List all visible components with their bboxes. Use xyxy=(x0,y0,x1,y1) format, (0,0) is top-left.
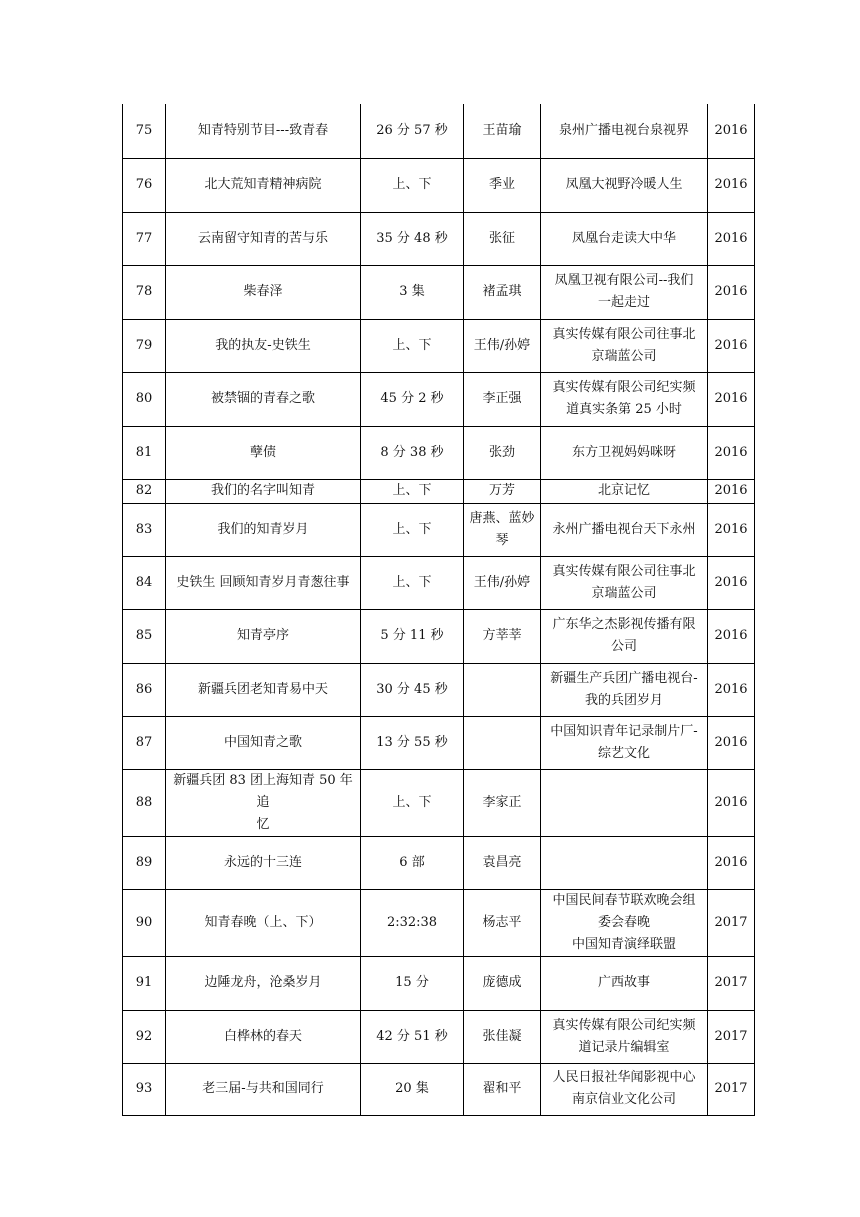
program-year: 2016 xyxy=(708,319,755,372)
row-number: 76 xyxy=(123,158,166,212)
program-producer: 东方卫视妈妈咪呀 xyxy=(541,426,708,479)
film-list-table xyxy=(122,104,755,1116)
row-number: 93 xyxy=(123,1063,166,1115)
program-director: 庞德成 xyxy=(464,956,541,1010)
table-row xyxy=(123,426,755,479)
program-producer: 真实传媒有限公司纪实频 道记录片编辑室 xyxy=(541,1010,708,1063)
table-row xyxy=(123,889,755,956)
row-number: 80 xyxy=(123,372,166,426)
table-row xyxy=(123,556,755,609)
row-number: 92 xyxy=(123,1010,166,1063)
program-title: 我们的名字叫知青 xyxy=(166,479,361,503)
program-year: 2016 xyxy=(708,479,755,503)
program-year: 2016 xyxy=(708,609,755,663)
program-director: 王伟/孙婷 xyxy=(464,556,541,609)
program-title: 白桦林的春天 xyxy=(166,1010,361,1063)
table-row xyxy=(123,769,755,836)
table-body xyxy=(123,104,755,1115)
program-year: 2016 xyxy=(708,212,755,265)
program-title: 老三届-与共和国同行 xyxy=(166,1063,361,1115)
program-director xyxy=(464,716,541,769)
program-title: 新疆兵团老知青易中天 xyxy=(166,663,361,716)
program-producer: 真实传媒有限公司往事北 京瑞蓝公司 xyxy=(541,556,708,609)
program-duration: 45 分 2 秒 xyxy=(361,372,464,426)
program-duration: 8 分 38 秒 xyxy=(361,426,464,479)
program-year: 2017 xyxy=(708,1063,755,1115)
program-producer: 真实传媒有限公司纪实频 道真实条第 25 小时 xyxy=(541,372,708,426)
row-number: 83 xyxy=(123,503,166,556)
program-title: 被禁锢的青春之歌 xyxy=(166,372,361,426)
program-year: 2016 xyxy=(708,158,755,212)
table-row xyxy=(123,265,755,319)
program-producer: 中国民间春节联欢晚会组 委会春晚 中国知青演绎联盟 xyxy=(541,889,708,956)
program-duration: 35 分 48 秒 xyxy=(361,212,464,265)
table-row xyxy=(123,956,755,1010)
program-title: 我们的知青岁月 xyxy=(166,503,361,556)
program-director: 袁昌亮 xyxy=(464,836,541,889)
row-number: 86 xyxy=(123,663,166,716)
program-director: 李正强 xyxy=(464,372,541,426)
table-row xyxy=(123,158,755,212)
program-duration: 上、下 xyxy=(361,556,464,609)
program-title: 史铁生 回顾知青岁月青葱往事 xyxy=(166,556,361,609)
program-title: 知青亭序 xyxy=(166,609,361,663)
program-duration: 6 部 xyxy=(361,836,464,889)
table-row xyxy=(123,212,755,265)
program-producer: 真实传媒有限公司往事北 京瑞蓝公司 xyxy=(541,319,708,372)
program-title: 边陲龙舟，沧桑岁月 xyxy=(166,956,361,1010)
program-year: 2016 xyxy=(708,426,755,479)
program-duration: 上、下 xyxy=(361,769,464,836)
program-duration: 2:32:38 xyxy=(361,889,464,956)
program-director: 翟和平 xyxy=(464,1063,541,1115)
table-row xyxy=(123,372,755,426)
row-number: 84 xyxy=(123,556,166,609)
program-duration: 15 分 xyxy=(361,956,464,1010)
table-row xyxy=(123,479,755,503)
program-producer xyxy=(541,836,708,889)
row-number: 88 xyxy=(123,769,166,836)
program-producer: 广西故事 xyxy=(541,956,708,1010)
table-row xyxy=(123,663,755,716)
program-director: 王伟/孙婷 xyxy=(464,319,541,372)
program-title: 北大荒知青精神病院 xyxy=(166,158,361,212)
table-row xyxy=(123,104,755,158)
row-number: 90 xyxy=(123,889,166,956)
program-producer: 凤凰卫视有限公司--我们 一起走过 xyxy=(541,265,708,319)
row-number: 89 xyxy=(123,836,166,889)
program-duration: 26 分 57 秒 xyxy=(361,104,464,158)
program-producer: 广东华之杰影视传播有限 公司 xyxy=(541,609,708,663)
program-year: 2016 xyxy=(708,104,755,158)
row-number: 81 xyxy=(123,426,166,479)
program-producer: 人民日报社华闻影视中心 南京信业文化公司 xyxy=(541,1063,708,1115)
program-director xyxy=(464,663,541,716)
row-number: 75 xyxy=(123,104,166,158)
program-director: 季业 xyxy=(464,158,541,212)
program-producer: 北京记忆 xyxy=(541,479,708,503)
program-title: 知青春晚（上、下） xyxy=(166,889,361,956)
program-year: 2016 xyxy=(708,769,755,836)
program-producer: 凤凰台走读大中华 xyxy=(541,212,708,265)
row-number: 79 xyxy=(123,319,166,372)
program-title: 孽债 xyxy=(166,426,361,479)
row-number: 85 xyxy=(123,609,166,663)
table-row xyxy=(123,716,755,769)
program-director: 张劲 xyxy=(464,426,541,479)
row-number: 77 xyxy=(123,212,166,265)
program-director: 方莘莘 xyxy=(464,609,541,663)
program-director: 张征 xyxy=(464,212,541,265)
program-duration: 上、下 xyxy=(361,319,464,372)
program-title: 中国知青之歌 xyxy=(166,716,361,769)
program-producer: 新疆生产兵团广播电视台- 我的兵团岁月 xyxy=(541,663,708,716)
table-row xyxy=(123,503,755,556)
program-producer xyxy=(541,769,708,836)
program-year: 2017 xyxy=(708,889,755,956)
table-row xyxy=(123,319,755,372)
program-producer: 永州广播电视台天下永州 xyxy=(541,503,708,556)
program-duration: 30 分 45 秒 xyxy=(361,663,464,716)
program-year: 2017 xyxy=(708,956,755,1010)
program-director: 杨志平 xyxy=(464,889,541,956)
program-duration: 5 分 11 秒 xyxy=(361,609,464,663)
table-row xyxy=(123,609,755,663)
program-duration: 20 集 xyxy=(361,1063,464,1115)
row-number: 78 xyxy=(123,265,166,319)
program-director: 万芳 xyxy=(464,479,541,503)
program-title: 永远的十三连 xyxy=(166,836,361,889)
program-year: 2016 xyxy=(708,663,755,716)
table-row xyxy=(123,1010,755,1063)
program-director: 唐燕、蓝妙 琴 xyxy=(464,503,541,556)
program-year: 2017 xyxy=(708,1010,755,1063)
program-title: 柴春泽 xyxy=(166,265,361,319)
program-producer: 中国知识青年记录制片厂- 综艺文化 xyxy=(541,716,708,769)
table-row xyxy=(123,836,755,889)
program-producer: 凤凰大视野冷暖人生 xyxy=(541,158,708,212)
program-duration: 42 分 51 秒 xyxy=(361,1010,464,1063)
program-year: 2016 xyxy=(708,836,755,889)
program-year: 2016 xyxy=(708,265,755,319)
program-duration: 13 分 55 秒 xyxy=(361,716,464,769)
table-row xyxy=(123,1063,755,1115)
program-director: 王苗瑜 xyxy=(464,104,541,158)
program-year: 2016 xyxy=(708,556,755,609)
program-duration: 上、下 xyxy=(361,158,464,212)
program-title: 知青特别节目---致青春 xyxy=(166,104,361,158)
program-title: 云南留守知青的苦与乐 xyxy=(166,212,361,265)
program-duration: 上、下 xyxy=(361,503,464,556)
row-number: 91 xyxy=(123,956,166,1010)
program-director: 褚孟琪 xyxy=(464,265,541,319)
row-number: 87 xyxy=(123,716,166,769)
program-director: 李家正 xyxy=(464,769,541,836)
program-title: 新疆兵团 83 团上海知青 50 年追 忆 xyxy=(166,769,361,836)
program-producer: 泉州广播电视台泉视界 xyxy=(541,104,708,158)
program-year: 2016 xyxy=(708,503,755,556)
program-title: 我的执友-史铁生 xyxy=(166,319,361,372)
program-duration: 3 集 xyxy=(361,265,464,319)
program-year: 2016 xyxy=(708,372,755,426)
program-year: 2016 xyxy=(708,716,755,769)
program-director: 张佳凝 xyxy=(464,1010,541,1063)
row-number: 82 xyxy=(123,479,166,503)
program-duration: 上、下 xyxy=(361,479,464,503)
